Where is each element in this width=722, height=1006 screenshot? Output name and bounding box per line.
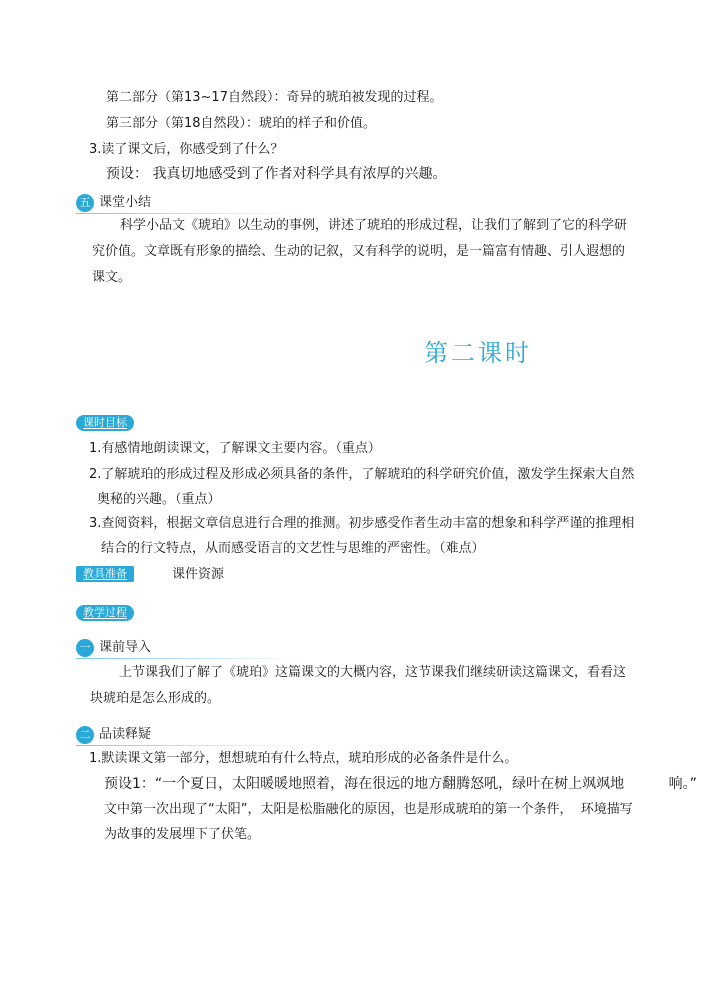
section1-line: 块琥珀是怎么形成的。	[90, 691, 221, 706]
question-3-answer: 预设： 我真切地感受到了作者对科学具有浓厚的兴趣。	[106, 166, 447, 182]
section2-answer-line: 预设1：“一个夏日，太阳暖暖地照着，海在很远的地方翻腾怒吼，绿叶在树上飒飒地 响。”	[104, 776, 697, 792]
question-3: 3.读了课文后，你感受到了什么？	[89, 142, 284, 157]
section2-answer-line: 为故事的发展埋下了伏笔。	[104, 827, 261, 842]
process-label: 教学过程	[76, 605, 134, 621]
section-badge-2: 二	[76, 726, 94, 744]
structure-part2: 第二部分（第13~17自然段）：奇异的琥珀被发现的过程。	[106, 90, 443, 105]
goal-item: 2.了解琥珀的形成过程及形成必须具备的条件，了解琥珀的科学研究价值，激发学生探索大自然	[89, 467, 635, 482]
summary-heading: 课堂小结	[99, 195, 152, 210]
section1-underline	[76, 658, 306, 659]
section2-underline	[76, 745, 306, 746]
section-badge-5: 五	[76, 194, 94, 212]
summary-line: 科学小品文《琥珀》以生动的事例，讲述了琥珀的形成过程，让我们了解到了它的科学研	[120, 218, 628, 233]
lesson-title: 第二课时	[424, 339, 532, 367]
section2-question-1: 1.默读课文第一部分，想想琥珀有什么特点，琥珀形成的必备条件是什么。	[89, 751, 518, 766]
prep-value: 课件资源	[172, 567, 225, 582]
summary-underline	[76, 213, 306, 214]
goals-label: 课时目标	[76, 415, 134, 431]
goal-item-continued: 结合的行文特点，从而感受语言的文艺性与思维的严密性。（难点）	[101, 541, 485, 556]
section1-line: 上节课我们了解了《琥珀》这篇课文的大概内容，这节课我们继续研读这篇课文，看看这	[119, 665, 627, 680]
section2-heading: 品读释疑	[99, 727, 152, 742]
summary-line: 课文。	[92, 270, 132, 285]
section1-heading: 课前导入	[99, 640, 152, 655]
section-badge-1: 一	[76, 639, 94, 657]
structure-part3: 第三部分（第18自然段）：琥珀的样子和价值。	[106, 116, 377, 131]
prep-label: 教具准备	[76, 566, 134, 582]
goal-item-continued: 奥秘的兴趣。（重点）	[97, 492, 221, 507]
section2-answer-line: 文中第一次出现了“太阳”，太阳是松脂融化的原因，也是形成琥珀的第一个条件， 环境描写	[104, 802, 633, 817]
goal-item: 3.查阅资料，根据文章信息进行合理的推测。初步感受作者生动丰富的想象和科学严谨的推理相	[89, 516, 635, 531]
summary-line: 究价值。文章既有形象的描绘、生动的记叙，又有科学的说明，是一篇富有情趣、引人遐想的	[92, 244, 626, 259]
goal-item: 1.有感情地朗读课文，了解课文主要内容。（重点）	[89, 441, 381, 456]
